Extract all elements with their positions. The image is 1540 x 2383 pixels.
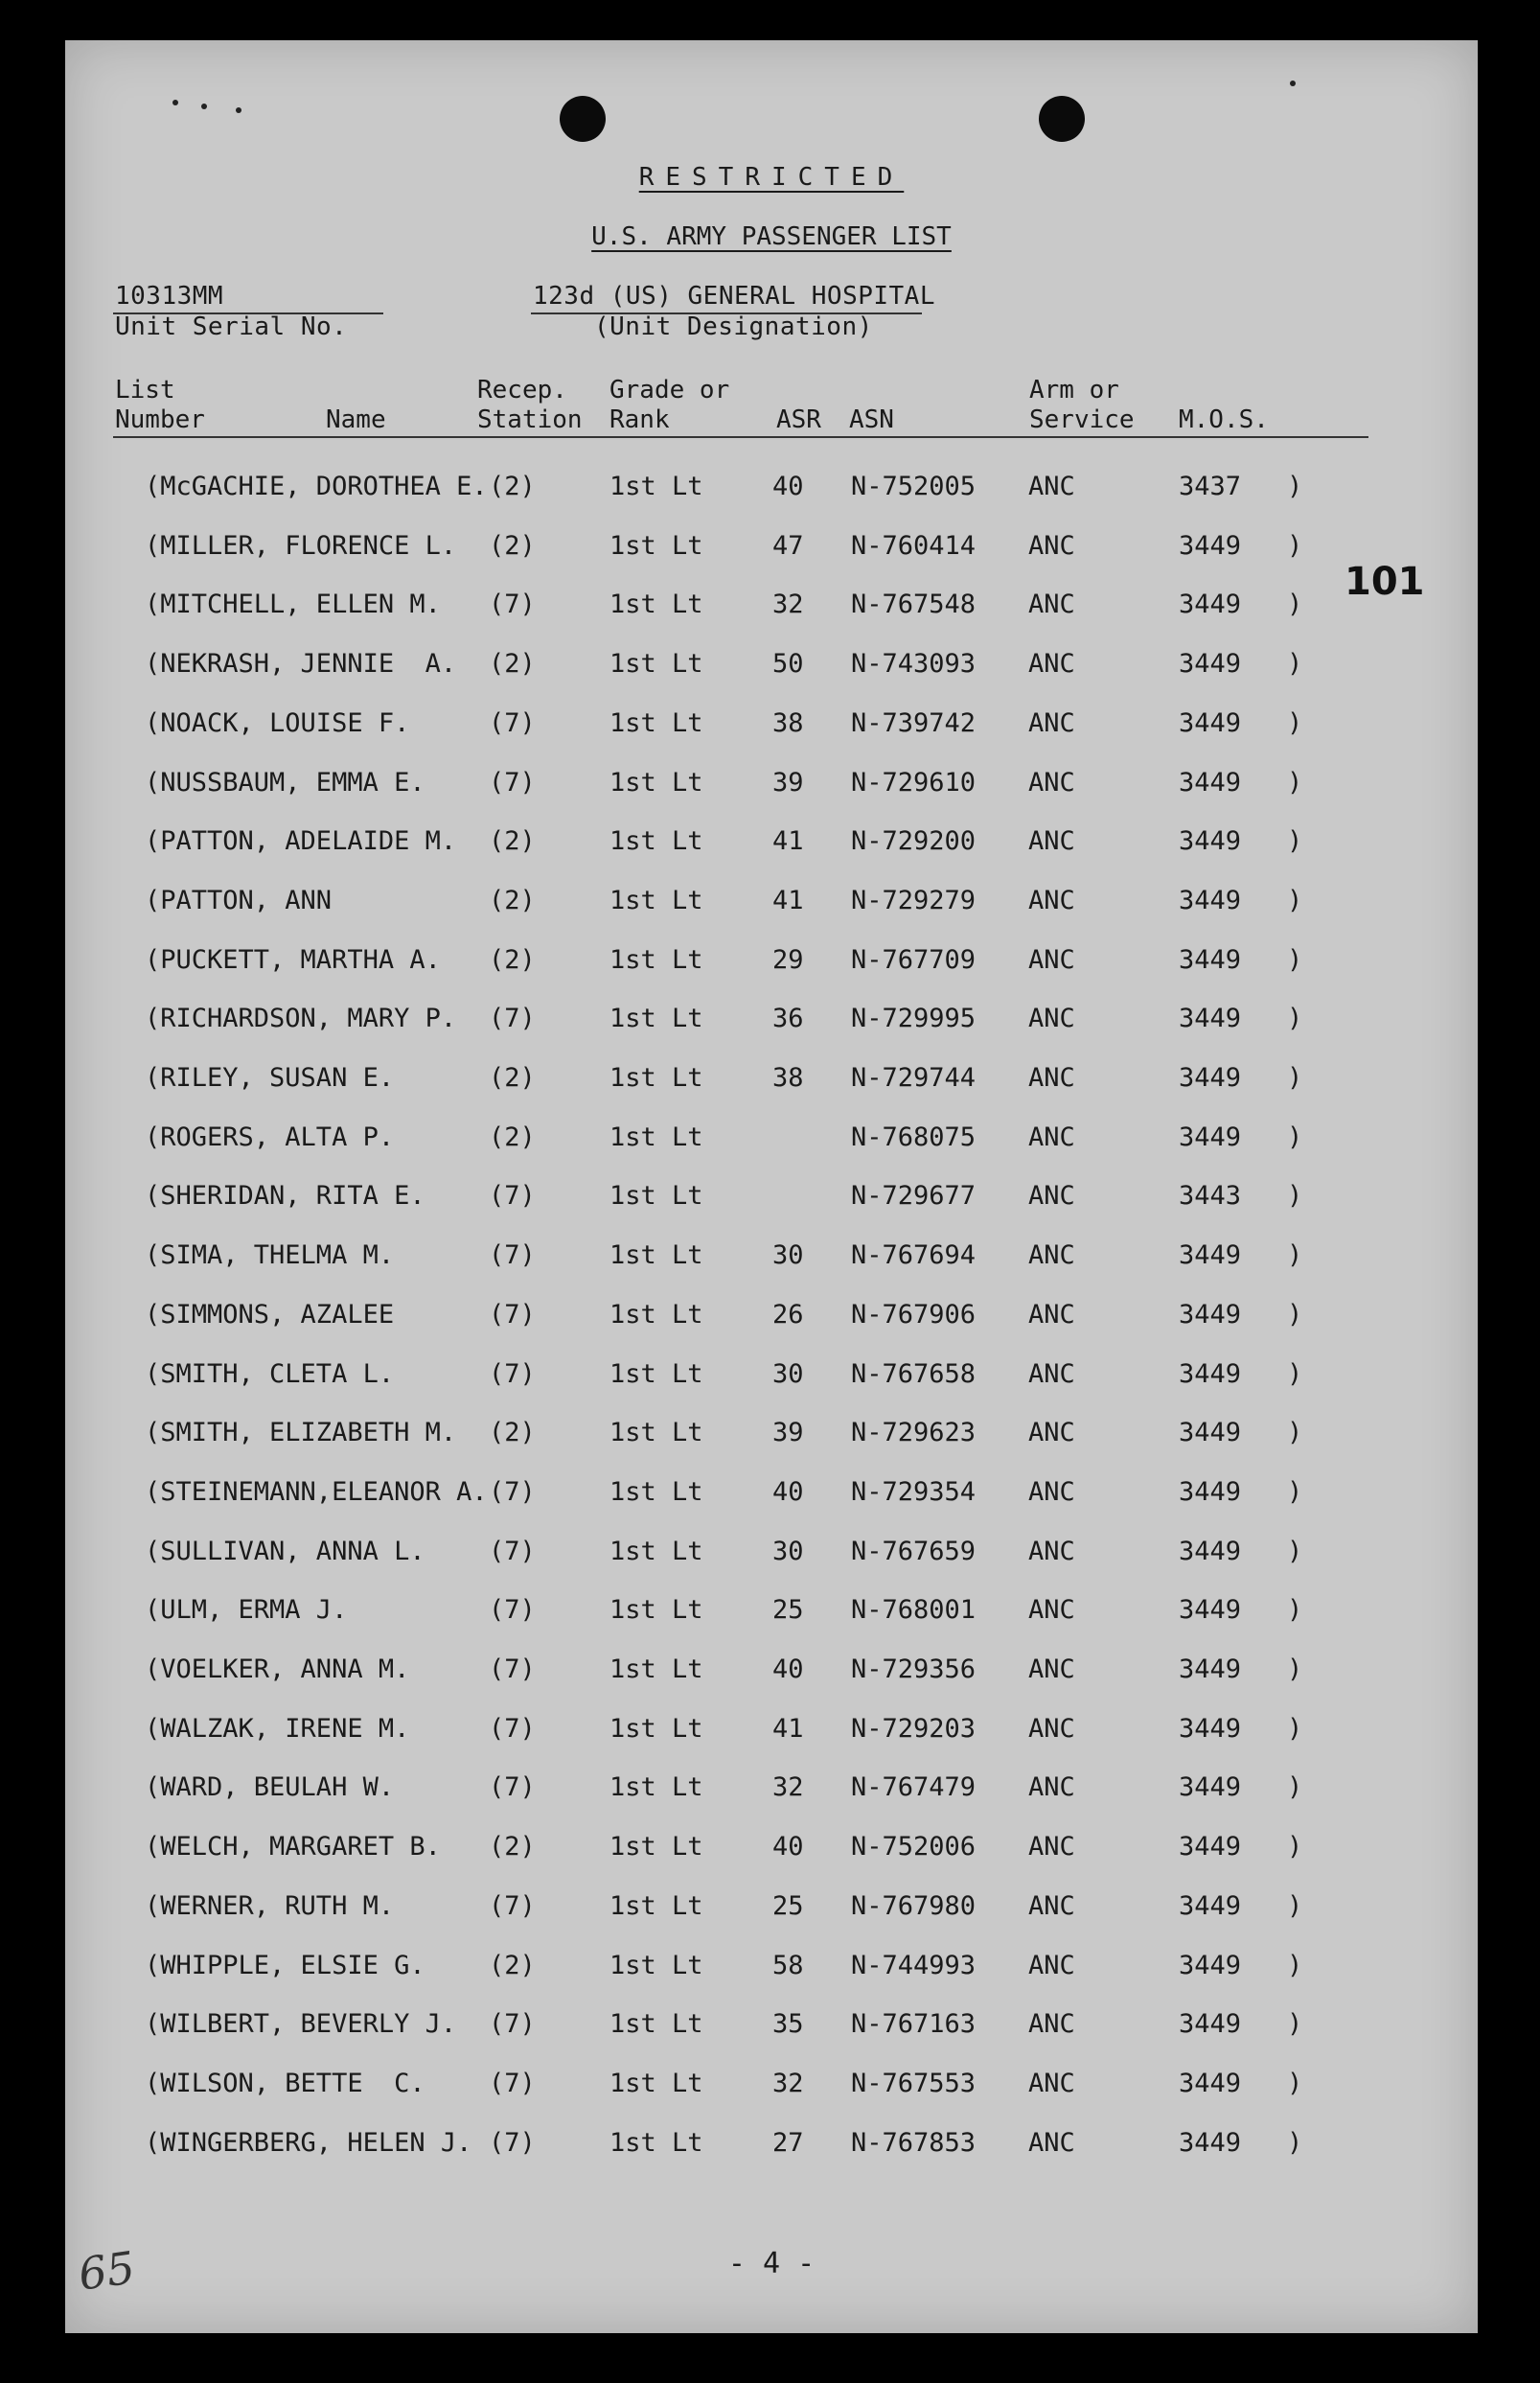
- cell-asr: 26: [772, 1299, 804, 1330]
- cell-close: ): [1287, 1299, 1303, 1330]
- cell-rank: 1st Lt: [609, 649, 703, 680]
- cell-name: (SULLIVAN, ANNA L.: [145, 1536, 425, 1566]
- cell-close: ): [1287, 1122, 1303, 1152]
- cell-arm: ANC: [1028, 1890, 1075, 1921]
- cell-arm: ANC: [1028, 590, 1075, 620]
- unit-serial-label: Unit Serial No.: [115, 312, 348, 341]
- cell-asn: N-767980: [851, 1890, 977, 1921]
- cell-name: (McGACHIE, DOROTHEA E.: [145, 472, 488, 501]
- cell-station: (2): [489, 472, 536, 501]
- cell-close: ): [1287, 1595, 1303, 1626]
- cell-station: (7): [489, 1772, 536, 1803]
- cell-station: (7): [489, 1890, 536, 1921]
- cell-name: (WARD, BEULAH W.: [145, 1772, 395, 1803]
- cell-station: (2): [489, 1950, 536, 1980]
- cell-rank: 1st Lt: [609, 2009, 703, 2040]
- cell-mos: 3449: [1179, 1654, 1242, 1684]
- table-row: [65, 1122, 1478, 1161]
- cell-name: (SMITH, CLETA L.: [145, 1358, 395, 1389]
- cell-mos: 3449: [1179, 944, 1242, 975]
- cell-station: (7): [489, 1358, 536, 1389]
- cell-close: ): [1287, 1418, 1303, 1448]
- cell-arm: ANC: [1028, 1536, 1075, 1566]
- cell-arm: ANC: [1028, 2068, 1075, 2098]
- cell-asn: N-729677: [851, 1181, 977, 1212]
- cell-name: (SMITH, ELIZABETH M.: [145, 1418, 457, 1448]
- cell-asr: 41: [772, 1713, 804, 1744]
- cell-name: (WALZAK, IRENE M.: [145, 1713, 410, 1744]
- cell-mos: 3449: [1179, 1536, 1242, 1566]
- cell-arm: ANC: [1028, 1832, 1075, 1862]
- cell-mos: 3449: [1179, 1063, 1242, 1093]
- cell-mos: 3449: [1179, 1832, 1242, 1862]
- cell-close: ): [1287, 472, 1303, 501]
- cell-station: (7): [489, 1536, 536, 1566]
- cell-mos: 3449: [1179, 1418, 1242, 1448]
- cell-station: (7): [489, 1181, 536, 1212]
- cell-arm: ANC: [1028, 1476, 1075, 1507]
- table-row: [65, 886, 1478, 924]
- handwritten-note: 65: [75, 2241, 139, 2301]
- cell-mos: 3449: [1179, 2068, 1242, 2098]
- classification-heading: RESTRICTED: [638, 163, 905, 192]
- table-row: [65, 2069, 1478, 2107]
- passenger-list-title: U.S. ARMY PASSENGER LIST: [591, 222, 952, 251]
- cell-name: (SHERIDAN, RITA E.: [145, 1181, 425, 1212]
- cell-station: (7): [489, 1713, 536, 1744]
- col-header-rank: Grade or Rank: [609, 376, 730, 434]
- cell-asn: N-752005: [851, 472, 977, 501]
- cell-asn: N-768001: [851, 1595, 977, 1626]
- page-number: - 4 -: [727, 2247, 816, 2280]
- cell-asn: N-767658: [851, 1358, 977, 1389]
- cell-arm: ANC: [1028, 1595, 1075, 1626]
- cell-close: ): [1287, 1950, 1303, 1980]
- cell-mos: 3449: [1179, 1240, 1242, 1271]
- col-header-list-number: List Number: [115, 376, 205, 434]
- cell-asn: N-729356: [851, 1654, 977, 1684]
- cell-mos: 3449: [1179, 1595, 1242, 1626]
- cell-mos: 3437: [1179, 472, 1242, 501]
- cell-arm: ANC: [1028, 1181, 1075, 1212]
- cell-arm: ANC: [1028, 1240, 1075, 1271]
- cell-asr: 32: [772, 590, 804, 620]
- cell-asn: N-768075: [851, 1122, 977, 1152]
- cell-mos: 3449: [1179, 1772, 1242, 1803]
- cell-mos: 3449: [1179, 885, 1242, 915]
- cell-asr: 40: [772, 1832, 804, 1862]
- cell-mos: 3449: [1179, 707, 1242, 738]
- cell-station: (7): [489, 2068, 536, 2098]
- cell-asn: N-752006: [851, 1832, 977, 1862]
- cell-station: (2): [489, 944, 536, 975]
- cell-name: (WILSON, BETTE C.: [145, 2068, 425, 2098]
- cell-asr: 35: [772, 2009, 804, 2040]
- table-row: [65, 1418, 1478, 1456]
- cell-asn: N-760414: [851, 530, 977, 561]
- cell-rank: 1st Lt: [609, 1713, 703, 1744]
- cell-name: (MILLER, FLORENCE L.: [145, 530, 457, 561]
- cell-arm: ANC: [1028, 649, 1075, 680]
- cell-rank: 1st Lt: [609, 1418, 703, 1448]
- table-row: [65, 1654, 1478, 1693]
- cell-close: ): [1287, 1772, 1303, 1803]
- cell-asr: 40: [772, 1476, 804, 1507]
- table-row: [65, 2128, 1478, 2166]
- cell-station: (2): [489, 1063, 536, 1093]
- cell-name: (RILEY, SUSAN E.: [145, 1063, 395, 1093]
- cell-station: (7): [489, 1476, 536, 1507]
- cell-arm: ANC: [1028, 707, 1075, 738]
- punch-hole-left: [560, 96, 606, 142]
- cell-name: (WHIPPLE, ELSIE G.: [145, 1950, 425, 1980]
- cell-arm: ANC: [1028, 1004, 1075, 1034]
- unit-designation-label: (Unit Designation): [594, 312, 873, 341]
- cell-mos: 3449: [1179, 767, 1242, 798]
- cell-asr: 29: [772, 944, 804, 975]
- cell-station: (7): [489, 2127, 536, 2158]
- table-row: [65, 708, 1478, 747]
- cell-asr: 58: [772, 1950, 804, 1980]
- cell-close: ): [1287, 885, 1303, 915]
- cell-close: ): [1287, 707, 1303, 738]
- cell-mos: 3449: [1179, 1122, 1242, 1152]
- cell-close: ): [1287, 826, 1303, 857]
- table-row: [65, 2009, 1478, 2048]
- cell-arm: ANC: [1028, 1299, 1075, 1330]
- column-header-rule: [113, 436, 1368, 438]
- table-row: [65, 1181, 1478, 1219]
- cell-arm: ANC: [1028, 944, 1075, 975]
- cell-rank: 1st Lt: [609, 590, 703, 620]
- cell-asr: 50: [772, 649, 804, 680]
- cell-close: ): [1287, 767, 1303, 798]
- cell-rank: 1st Lt: [609, 885, 703, 915]
- cell-name: (MITCHELL, ELLEN M.: [145, 590, 441, 620]
- table-row: [65, 472, 1478, 510]
- cell-asr: 40: [772, 472, 804, 501]
- col-header-arm: Arm or Service: [1029, 376, 1135, 434]
- table-row: [65, 1714, 1478, 1752]
- table-row: [65, 1891, 1478, 1930]
- cell-mos: 3449: [1179, 1890, 1242, 1921]
- cell-asr: 30: [772, 1358, 804, 1389]
- cell-name: (WINGERBERG, HELEN J.: [145, 2127, 472, 2158]
- cell-name: (PUCKETT, MARTHA A.: [145, 944, 441, 975]
- cell-arm: ANC: [1028, 826, 1075, 857]
- cell-arm: ANC: [1028, 2009, 1075, 2040]
- cell-mos: 3449: [1179, 1299, 1242, 1330]
- cell-name: (STEINEMANN,ELEANOR A.: [145, 1476, 488, 1507]
- specks: [172, 100, 178, 105]
- cell-station: (2): [489, 530, 536, 561]
- cell-station: (2): [489, 649, 536, 680]
- table-row: [65, 768, 1478, 806]
- cell-station: (7): [489, 590, 536, 620]
- cell-rank: 1st Lt: [609, 530, 703, 561]
- cell-arm: ANC: [1028, 2127, 1075, 2158]
- cell-asr: 25: [772, 1595, 804, 1626]
- cell-mos: 3449: [1179, 2127, 1242, 2158]
- cell-rank: 1st Lt: [609, 472, 703, 501]
- cell-asn: N-767553: [851, 2068, 977, 2098]
- cell-mos: 3449: [1179, 649, 1242, 680]
- table-row: [65, 1537, 1478, 1575]
- cell-mos: 3449: [1179, 2009, 1242, 2040]
- cell-close: ): [1287, 944, 1303, 975]
- cell-asr: 38: [772, 707, 804, 738]
- cell-mos: 3449: [1179, 1358, 1242, 1389]
- cell-mos: 3449: [1179, 1950, 1242, 1980]
- cell-name: (WERNER, RUTH M.: [145, 1890, 395, 1921]
- cell-station: (2): [489, 1122, 536, 1152]
- cell-asr: 41: [772, 826, 804, 857]
- cell-arm: ANC: [1028, 1713, 1075, 1744]
- cell-name: (WELCH, MARGARET B.: [145, 1832, 441, 1862]
- cell-mos: 3449: [1179, 590, 1242, 620]
- cell-asr: 32: [772, 1772, 804, 1803]
- cell-name: (ROGERS, ALTA P.: [145, 1122, 395, 1152]
- col-header-asr: ASR: [776, 405, 821, 434]
- cell-arm: ANC: [1028, 1358, 1075, 1389]
- cell-asr: 36: [772, 1004, 804, 1034]
- cell-rank: 1st Lt: [609, 1772, 703, 1803]
- punch-hole-right: [1039, 96, 1085, 142]
- cell-rank: 1st Lt: [609, 1654, 703, 1684]
- cell-station: (7): [489, 1654, 536, 1684]
- table-row: [65, 1951, 1478, 1989]
- cell-asr: 39: [772, 767, 804, 798]
- cell-close: ): [1287, 1063, 1303, 1093]
- cell-asn: N-729744: [851, 1063, 977, 1093]
- cell-name: (PATTON, ADELAIDE M.: [145, 826, 457, 857]
- specks: [1290, 81, 1296, 86]
- cell-rank: 1st Lt: [609, 1181, 703, 1212]
- cell-station: (7): [489, 767, 536, 798]
- cell-name: (VOELKER, ANNA M.: [145, 1654, 410, 1684]
- cell-station: (7): [489, 2009, 536, 2040]
- table-row: [65, 1832, 1478, 1870]
- cell-rank: 1st Lt: [609, 1595, 703, 1626]
- cell-mos: 3443: [1179, 1181, 1242, 1212]
- cell-asr: 38: [772, 1063, 804, 1093]
- cell-name: (SIMMONS, AZALEE: [145, 1299, 395, 1330]
- cell-asn: N-729279: [851, 885, 977, 915]
- cell-rank: 1st Lt: [609, 826, 703, 857]
- cell-arm: ANC: [1028, 1063, 1075, 1093]
- cell-rank: 1st Lt: [609, 1122, 703, 1152]
- cell-name: (NUSSBAUM, EMMA E.: [145, 767, 425, 798]
- col-header-station: Recep. Station: [477, 376, 583, 434]
- cell-asr: 47: [772, 530, 804, 561]
- unit-serial-value: 10313MM: [115, 282, 224, 311]
- cell-close: ): [1287, 1654, 1303, 1684]
- cell-station: (7): [489, 1595, 536, 1626]
- cell-asn: N-729200: [851, 826, 977, 857]
- cell-close: ): [1287, 1713, 1303, 1744]
- cell-close: ): [1287, 649, 1303, 680]
- table-row: [65, 1063, 1478, 1101]
- cell-close: ): [1287, 530, 1303, 561]
- cell-arm: ANC: [1028, 1950, 1075, 1980]
- cell-close: ): [1287, 2068, 1303, 2098]
- table-row: [65, 590, 1478, 628]
- cell-asn: N-767479: [851, 1772, 977, 1803]
- cell-mos: 3449: [1179, 530, 1242, 561]
- cell-rank: 1st Lt: [609, 1476, 703, 1507]
- cell-rank: 1st Lt: [609, 1063, 703, 1093]
- table-row: [65, 1772, 1478, 1811]
- cell-close: ): [1287, 1890, 1303, 1921]
- cell-asn: N-729203: [851, 1713, 977, 1744]
- cell-close: ): [1287, 1476, 1303, 1507]
- cell-asn: N-729623: [851, 1418, 977, 1448]
- cell-close: ): [1287, 590, 1303, 620]
- cell-name: (WILBERT, BEVERLY J.: [145, 2009, 457, 2040]
- specks: [236, 107, 241, 113]
- cell-station: (2): [489, 826, 536, 857]
- cell-close: ): [1287, 1832, 1303, 1862]
- table-row: [65, 1240, 1478, 1279]
- cell-asn: N-767906: [851, 1299, 977, 1330]
- cell-station: (7): [489, 1240, 536, 1271]
- cell-close: ): [1287, 2127, 1303, 2158]
- cell-asn: N-767548: [851, 590, 977, 620]
- specks: [201, 104, 207, 109]
- cell-asn: N-743093: [851, 649, 977, 680]
- table-row: [65, 649, 1478, 687]
- cell-rank: 1st Lt: [609, 1950, 703, 1980]
- cell-asn: N-767853: [851, 2127, 977, 2158]
- cell-mos: 3449: [1179, 1004, 1242, 1034]
- cell-arm: ANC: [1028, 767, 1075, 798]
- cell-name: (NEKRASH, JENNIE A.: [145, 649, 457, 680]
- cell-rank: 1st Lt: [609, 2068, 703, 2098]
- cell-rank: 1st Lt: [609, 1358, 703, 1389]
- cell-asr: 40: [772, 1654, 804, 1684]
- cell-rank: 1st Lt: [609, 1299, 703, 1330]
- cell-asn: N-767694: [851, 1240, 977, 1271]
- cell-arm: ANC: [1028, 885, 1075, 915]
- col-header-asn: ASN: [849, 405, 894, 434]
- table-row: [65, 1004, 1478, 1042]
- cell-rank: 1st Lt: [609, 1004, 703, 1034]
- unit-designation-value: 123d (US) GENERAL HOSPITAL: [533, 282, 935, 311]
- cell-mos: 3449: [1179, 1713, 1242, 1744]
- table-row: [65, 1477, 1478, 1515]
- cell-asn: N-739742: [851, 707, 977, 738]
- table-row: [65, 1359, 1478, 1398]
- cell-rank: 1st Lt: [609, 944, 703, 975]
- col-header-name: Name: [326, 405, 386, 434]
- table-row: [65, 1300, 1478, 1338]
- table-row: [65, 1595, 1478, 1633]
- cell-rank: 1st Lt: [609, 1536, 703, 1566]
- cell-station: (7): [489, 1299, 536, 1330]
- cell-arm: ANC: [1028, 1418, 1075, 1448]
- cell-asn: N-767163: [851, 2009, 977, 2040]
- cell-arm: ANC: [1028, 1122, 1075, 1152]
- cell-station: (2): [489, 1418, 536, 1448]
- cell-asr: 30: [772, 1536, 804, 1566]
- cell-asr: 25: [772, 1890, 804, 1921]
- cell-asr: 27: [772, 2127, 804, 2158]
- cell-close: ): [1287, 1536, 1303, 1566]
- cell-station: (2): [489, 1832, 536, 1862]
- cell-asn: N-767659: [851, 1536, 977, 1566]
- cell-close: ): [1287, 2009, 1303, 2040]
- cell-asr: 41: [772, 885, 804, 915]
- cell-close: ): [1287, 1358, 1303, 1389]
- col-header-mos: M.O.S.: [1179, 405, 1269, 434]
- cell-name: (NOACK, LOUISE F.: [145, 707, 410, 738]
- document-page: [65, 40, 1478, 2333]
- cell-asn: N-729354: [851, 1476, 977, 1507]
- cell-arm: ANC: [1028, 530, 1075, 561]
- table-row: [65, 826, 1478, 865]
- cell-asr: 39: [772, 1418, 804, 1448]
- cell-rank: 1st Lt: [609, 2127, 703, 2158]
- cell-close: ): [1287, 1240, 1303, 1271]
- cell-arm: ANC: [1028, 472, 1075, 501]
- cell-name: (RICHARDSON, MARY P.: [145, 1004, 457, 1034]
- cell-asn: N-767709: [851, 944, 977, 975]
- cell-asn: N-729610: [851, 767, 977, 798]
- cell-asr: 30: [772, 1240, 804, 1271]
- cell-name: (SIMA, THELMA M.: [145, 1240, 395, 1271]
- cell-station: (7): [489, 707, 536, 738]
- cell-rank: 1st Lt: [609, 1832, 703, 1862]
- cell-close: ): [1287, 1004, 1303, 1034]
- cell-station: (7): [489, 1004, 536, 1034]
- cell-mos: 3449: [1179, 826, 1242, 857]
- cell-station: (2): [489, 885, 536, 915]
- cell-close: ): [1287, 1181, 1303, 1212]
- cell-rank: 1st Lt: [609, 1240, 703, 1271]
- cell-arm: ANC: [1028, 1654, 1075, 1684]
- cell-asr: 32: [772, 2068, 804, 2098]
- cell-name: (ULM, ERMA J.: [145, 1595, 348, 1626]
- cell-rank: 1st Lt: [609, 767, 703, 798]
- cell-rank: 1st Lt: [609, 707, 703, 738]
- margin-page-number: 101: [1345, 560, 1425, 604]
- cell-asn: N-744993: [851, 1950, 977, 1980]
- table-row: [65, 531, 1478, 569]
- table-row: [65, 945, 1478, 983]
- cell-name: (PATTON, ANN: [145, 885, 333, 915]
- cell-mos: 3449: [1179, 1476, 1242, 1507]
- cell-asn: N-729995: [851, 1004, 977, 1034]
- cell-arm: ANC: [1028, 1772, 1075, 1803]
- cell-rank: 1st Lt: [609, 1890, 703, 1921]
